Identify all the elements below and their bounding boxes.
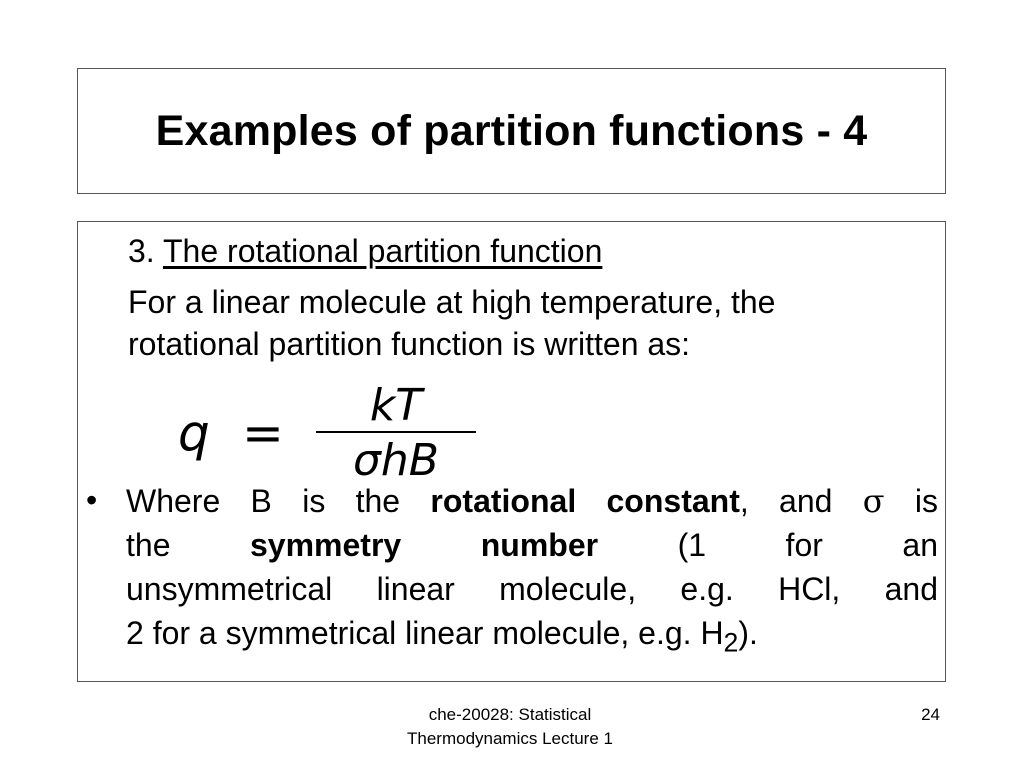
bullet-line-3: unsymmetrical linear molecule, e.g. HCl, and: [126, 571, 938, 607]
sigma-symbol: σ: [862, 482, 885, 520]
formula-equals: =: [242, 404, 284, 462]
bullet-paragraph: [126, 479, 938, 664]
formula-denominator-rest: hB: [380, 435, 439, 482]
bullet-line-4: 2 for a symmetrical linear molecule, e.g. $H_2$).: [126, 615, 758, 658]
formula-numerator: kT: [369, 382, 423, 431]
subscript-2: 2: [723, 627, 739, 658]
footer-line-1: che-20028: Statistical: [428, 705, 592, 724]
rotational-partition-formula: [174, 382, 494, 482]
section-number: 3.: [128, 233, 155, 269]
intro-line-2: rotational partition function is written as:: [128, 326, 691, 362]
bullet-line-1: Where B is the rotational constant, and σ is: [126, 482, 939, 520]
term-rotational-constant: rotational constant: [430, 483, 740, 519]
footer-course: [360, 703, 660, 751]
bullet-line-2: the symmetry number (1 for an: [126, 527, 938, 563]
slide-title: Examples of partition functions - 4: [155, 106, 868, 155]
term-number: number: [480, 527, 599, 563]
footer-line-2: Thermodynamics Lecture 1: [407, 729, 613, 748]
term-symmetry: symmetry: [250, 527, 402, 563]
formula-denominator: [353, 435, 439, 482]
bullet-marker: •: [86, 482, 98, 518]
section-heading-line: [128, 230, 602, 272]
formula-lhs: q: [178, 404, 210, 462]
content-box: [77, 221, 946, 682]
intro-line-1: For a linear molecule at high temperature, the: [128, 284, 776, 320]
page-number: 24: [921, 705, 940, 724]
section-heading: The rotational partition function: [163, 233, 603, 269]
formula-sigma: σ: [353, 435, 381, 482]
title-box: [77, 68, 946, 194]
